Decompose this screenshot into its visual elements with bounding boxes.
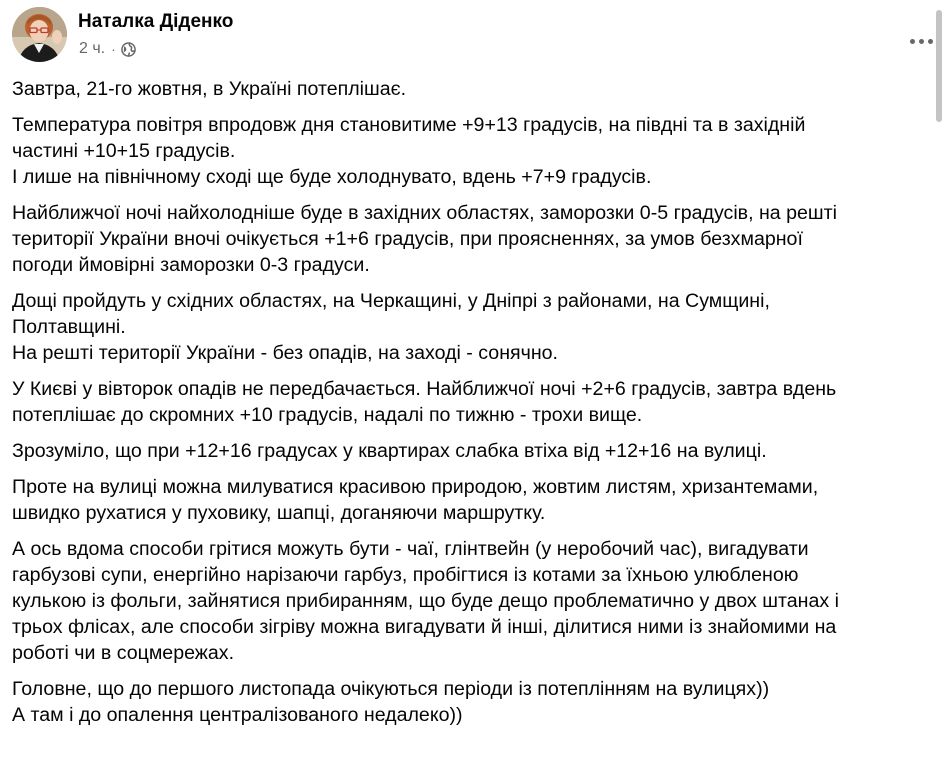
author-avatar[interactable] <box>12 7 67 62</box>
globe-icon[interactable] <box>121 42 136 57</box>
scrollbar[interactable] <box>934 0 944 768</box>
scrollbar-thumb[interactable] <box>936 10 942 122</box>
author-name[interactable]: Наталка Діденко <box>78 11 234 32</box>
more-horizontal-icon <box>910 39 933 44</box>
meta-separator: · <box>111 41 116 57</box>
post-paragraph: Зрозуміло, що при +12+16 градусах у квартирах слабка втіха від +12+16 на вулиці. <box>12 440 767 462</box>
post-paragraph: Дощі пройдуть у східних областях, на Черкащині, у Дніпрі з районами, на Сумщині, Полтавщині. На решті території України - без опадів, на заході - сонячно. <box>12 290 770 364</box>
post-paragraph: У Києві у вівторок опадів не передбачається. Найближчої ночі +2+6 градусів, завтра вдень потеплішає до скромних +10 градусів, надалі по тижню - трохи вище. <box>12 378 837 426</box>
post-paragraph: А ось вдома способи грітися можуть бути - чаї, глінтвейн (у неробочий час), вигадувати гарбузові супи, енергійно нарізаючи гарбуз, пробігтися із котами за їхньою улюбленою кулькою із фольги, зайнятися прибиранням, що буде дещо проблематично у двох штанах і трьох флісах, але способи зігріву можна вигадувати й інші, ділитися ними із знайомими на роботі чи в соцмережах. <box>12 538 839 664</box>
post-text <box>12 76 912 738</box>
post-header <box>12 7 912 65</box>
post-paragraph: Завтра, 21-го жовтня, в Україні потеплішає. <box>12 78 407 100</box>
post-paragraph: Проте на вулиці можна милуватися красивою природою, жовтим листям, хризантемами, швидко рухатися у пуховику, шапці, доганяючи маршрутку. <box>12 476 819 524</box>
post-meta <box>79 40 136 58</box>
post-timestamp[interactable]: 2 ч. <box>79 40 106 57</box>
post-paragraph: Найближчої ночі найхолодніше буде в західних областях, заморозки 0-5 градусів, на решті території України вночі очікується +1+6 градусів, при проясненнях, за умов безхмарної погоди ймовірні заморозки 0-3 градуси. <box>12 202 837 276</box>
post-paragraph: Головне, що до першого листопада очікуються періоди із потеплінням на вулицях)) А там і до опалення централізованого недалеко)) <box>12 678 770 726</box>
post-paragraph: Температура повітря впродовж дня становитиме +9+13 градусів, на півдні та в західній частині +10+15 градусів. І лише на північному сході ще буде холоднувато, вдень +7+9 градусів. <box>12 114 806 188</box>
